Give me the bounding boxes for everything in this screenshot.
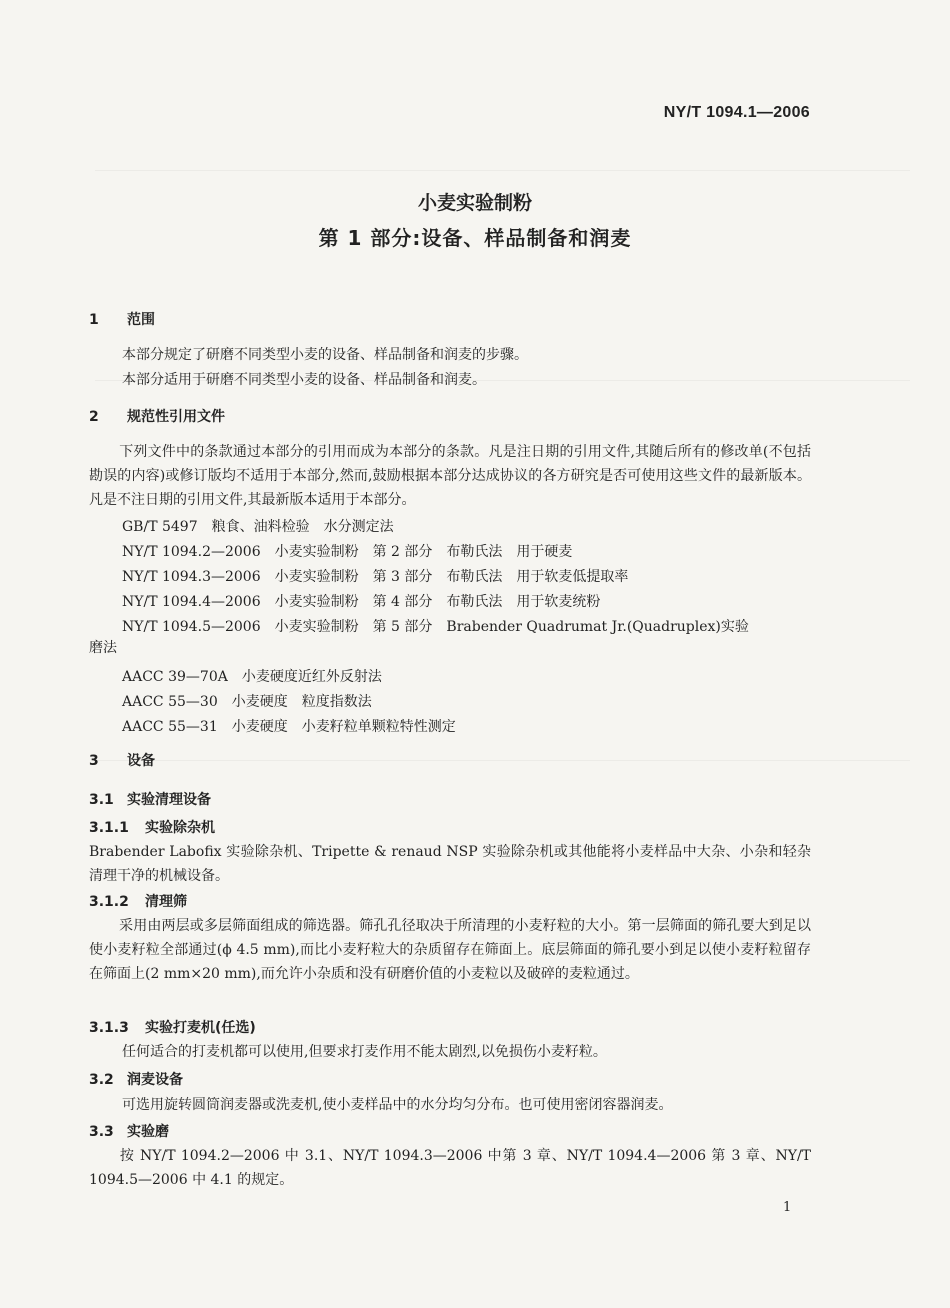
reference-item: NY/T 1094.4—2006 小麦实验制粉 第 4 部分 布勒氏法 用于软麦统粉 bbox=[122, 594, 601, 610]
section-title: 设备 bbox=[127, 753, 155, 769]
section-number: 3.2 bbox=[89, 1072, 114, 1088]
subsection-3-1-1-text: Brabender Labofix 实验除杂机、Tripette & renaud NSP 实验除杂机或其他能将小麦样品中大杂、小杂和轻杂清理干净的机械设备。 bbox=[89, 844, 811, 884]
section-number: 3 bbox=[89, 753, 99, 769]
subsection-3-1-3-heading bbox=[89, 1017, 256, 1037]
reference-item: NY/T 1094.3—2006 小麦实验制粉 第 3 部分 布勒氏法 用于软麦低提取率 bbox=[122, 569, 629, 585]
subsection-3-1-2-text: 采用由两层或多层筛面组成的筛选器。筛孔孔径取决于所清理的小麦籽粒的大小。第一层筛面的筛孔要大到足以使小麦籽粒全部通过(ϕ 4.5 mm),而比小麦籽粒大的杂质留存在筛面上。底层筛面的筛孔要小到足以使小麦籽粒留存在筛面上(2 mm×20 mm),而允许小杂质和没有研磨价值的小麦粒以及破碎的麦粒通过。 bbox=[89, 918, 811, 982]
reference-item-continuation: 磨法 bbox=[89, 640, 117, 656]
scope-paragraph-1: 本部分规定了研磨不同类型小麦的设备、样品制备和润麦的步骤。 bbox=[122, 347, 528, 363]
reference-item: AACC 39—70A 小麦硬度近红外反射法 bbox=[122, 669, 382, 685]
references-intro bbox=[89, 440, 811, 512]
section-number: 3.1.1 bbox=[89, 820, 129, 836]
section-number: 3.3 bbox=[89, 1124, 114, 1140]
section-3-heading bbox=[89, 750, 155, 770]
section-number: 2 bbox=[89, 409, 99, 425]
subsection-3-1-2-paragraph bbox=[89, 914, 811, 986]
section-title: 实验打麦机(任选) bbox=[145, 1020, 256, 1036]
reference-item: AACC 55—30 小麦硬度 粒度指数法 bbox=[122, 694, 372, 710]
subsection-3-1-3-text: 任何适合的打麦机都可以使用,但要求打麦作用不能太剧烈,以免损伤小麦籽粒。 bbox=[122, 1044, 607, 1060]
subsection-3-1-1-heading bbox=[89, 817, 215, 837]
section-title: 规范性引用文件 bbox=[127, 409, 225, 425]
reference-item: AACC 55—31 小麦硬度 小麦籽粒单颗粒特性测定 bbox=[122, 719, 456, 735]
scope-paragraph-2: 本部分适用于研磨不同类型小麦的设备、样品制备和润麦。 bbox=[122, 372, 486, 388]
section-number: 1 bbox=[89, 312, 99, 328]
section-title: 清理筛 bbox=[145, 894, 187, 910]
reference-item: GB/T 5497 粮食、油料检验 水分测定法 bbox=[122, 519, 394, 535]
title-line-2: 第 1 部分:设备、样品制备和润麦 bbox=[318, 226, 632, 250]
section-2-heading bbox=[89, 406, 225, 426]
standard-code: NY/T 1094.1—2006 bbox=[663, 104, 810, 121]
section-title: 实验磨 bbox=[127, 1124, 169, 1140]
reference-item: NY/T 1094.2—2006 小麦实验制粉 第 2 部分 布勒氏法 用于硬麦 bbox=[122, 544, 573, 560]
subsection-3-1-heading bbox=[89, 789, 211, 809]
title-line-1: 小麦实验制粉 bbox=[417, 192, 532, 214]
section-title: 实验清理设备 bbox=[127, 792, 211, 808]
section-number: 3.1 bbox=[89, 792, 114, 808]
section-title: 润麦设备 bbox=[127, 1072, 183, 1088]
page-number: 1 bbox=[783, 1200, 792, 1215]
subsection-3-2-heading bbox=[89, 1069, 183, 1089]
section-number: 3.1.2 bbox=[89, 894, 129, 910]
subsection-3-3-text: 按 NY/T 1094.2—2006 中 3.1、NY/T 1094.3—2006 中第 3 章、NY/T 1094.4—2006 第 3 章、NY/T 1094.5—2006 中 4.1 的规定。 bbox=[89, 1148, 811, 1188]
subsection-3-3-paragraph bbox=[89, 1144, 811, 1192]
references-intro-text: 下列文件中的条款通过本部分的引用而成为本部分的条款。凡是注日期的引用文件,其随后所有的修改单(不包括勘误的内容)或修订版均不适用于本部分,然而,鼓励根据本部分达成协议的各方研究是否可使用这些文件的最新版本。凡是不注日期的引用文件,其最新版本适用于本部分。 bbox=[89, 444, 811, 508]
section-title: 实验除杂机 bbox=[145, 820, 215, 836]
section-number: 3.1.3 bbox=[89, 1020, 129, 1036]
subsection-3-3-heading bbox=[89, 1121, 169, 1141]
reference-item: NY/T 1094.5—2006 小麦实验制粉 第 5 部分 Brabender Quadrumat Jr.(Quadruplex)实验 bbox=[122, 619, 749, 635]
subsection-3-2-text: 可选用旋转圆筒润麦器或洗麦机,使小麦样品中的水分均匀分布。也可使用密闭容器润麦。 bbox=[122, 1097, 673, 1113]
subsection-3-1-2-heading bbox=[89, 891, 187, 911]
section-1-heading bbox=[89, 309, 155, 329]
section-title: 范围 bbox=[127, 312, 155, 328]
